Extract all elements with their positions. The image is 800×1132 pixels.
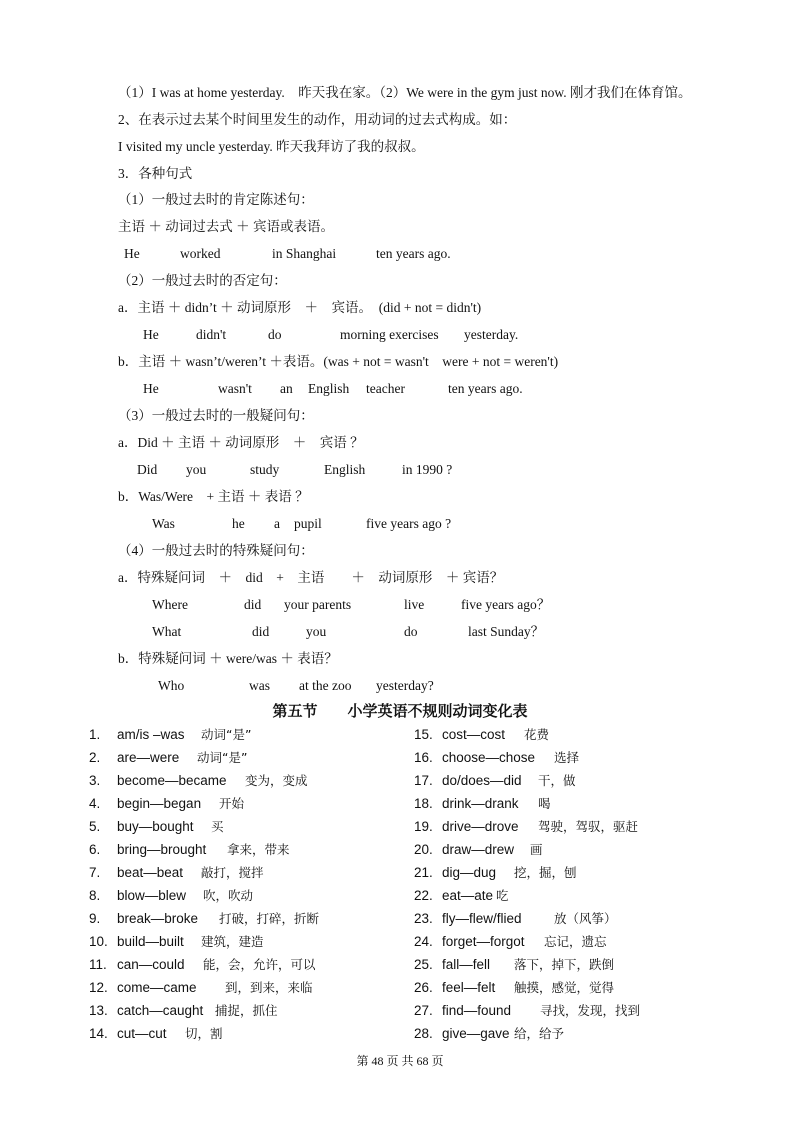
example-word: teacher — [366, 381, 405, 396]
example-sentence — [0, 461, 800, 479]
verb-forms: cost—cost — [442, 727, 506, 742]
verb-meaning: 开始 — [219, 796, 245, 811]
verb-number: 24. — [414, 934, 433, 949]
verb-number: 19. — [414, 819, 433, 834]
example-word: He — [143, 327, 159, 342]
verb-forms: feel—felt — [442, 980, 496, 995]
verb-row — [414, 795, 754, 813]
verb-number: 3. — [89, 773, 101, 788]
example-word: in Shanghai — [272, 246, 337, 261]
example-word: five years ago ? — [366, 516, 452, 531]
verb-meaning: 忘记，遗忘 — [544, 934, 607, 949]
verb-number: 18. — [414, 796, 433, 811]
verb-meaning: 拿来，带来 — [227, 842, 290, 857]
verb-number: 16. — [414, 750, 433, 765]
example-sentence — [0, 515, 800, 533]
verb-forms: begin—began — [117, 796, 202, 811]
example-word: What — [152, 624, 182, 639]
example-word: pupil — [294, 516, 322, 531]
example-word: in 1990 ? — [402, 462, 453, 477]
verb-number: 12. — [89, 980, 108, 995]
example-word: your parents — [284, 597, 352, 612]
verb-row — [414, 956, 754, 974]
verb-meaning: 建筑，建造 — [201, 934, 264, 949]
verb-forms: drive—drove — [442, 819, 519, 834]
verb-row — [414, 979, 754, 997]
verb-row — [414, 1002, 754, 1020]
example-sentence — [0, 677, 800, 695]
example-word: do — [404, 624, 418, 639]
verb-meaning: 花费 — [524, 727, 550, 742]
verb-meaning: 打破，打碎，折断 — [219, 911, 320, 926]
verb-meaning: 买 — [211, 819, 224, 834]
text-line: a．Did ＋ 主语 ＋ 动词原形 ＋ 宾语 ？ — [118, 435, 364, 450]
verb-meaning: 变为，变成 — [245, 773, 308, 788]
verb-meaning: 吹，吹动 — [203, 888, 254, 903]
verb-forms: forget—forgot — [442, 934, 525, 949]
verb-row — [414, 818, 754, 836]
verb-meaning: 能，会，允许，可以 — [203, 957, 316, 972]
example-word: yesterday? — [376, 678, 434, 693]
example-word: did — [244, 597, 262, 612]
example-word: ten years ago. — [376, 246, 451, 261]
example-sentence — [0, 245, 800, 263]
example-word: Who — [158, 678, 185, 693]
example-word: morning exercises — [340, 327, 439, 342]
text-line: b．Was/Were + 主语 ＋ 表语 ？ — [118, 489, 309, 504]
verb-number: 2. — [89, 750, 101, 765]
verb-row — [89, 1025, 429, 1043]
verb-meaning: 动词“是” — [201, 727, 252, 742]
verb-forms: are—were — [117, 750, 180, 765]
verb-number: 8. — [89, 888, 101, 903]
example-word: wasn't — [218, 381, 252, 396]
example-word: do — [268, 327, 282, 342]
example-word: study — [250, 462, 280, 477]
text-line: （2）一般过去时的否定句： — [118, 273, 287, 288]
verb-number: 1. — [89, 727, 101, 742]
verb-number: 21. — [414, 865, 433, 880]
verb-row — [89, 933, 429, 951]
verb-row — [89, 749, 429, 767]
verb-row — [89, 979, 429, 997]
verb-number: 27. — [414, 1003, 433, 1018]
example-word: an — [280, 381, 293, 396]
example-word: didn't — [196, 327, 227, 342]
example-word: He — [143, 381, 159, 396]
text-line: （1）一般过去时的肯定陈述句： — [118, 192, 314, 207]
example-sentence — [0, 380, 800, 398]
verb-row — [89, 795, 429, 813]
verb-forms: buy—bought — [117, 819, 194, 834]
example-word: was — [249, 678, 270, 693]
example-word: Was — [152, 516, 175, 531]
verb-forms: choose—chose — [442, 750, 536, 765]
verb-forms: catch—caught — [117, 1003, 204, 1018]
verb-number: 13. — [89, 1003, 108, 1018]
verb-row — [414, 749, 754, 767]
example-word: five years ago？ — [461, 597, 551, 612]
verb-forms: beat—beat — [117, 865, 184, 880]
verb-forms: bring—brought — [117, 842, 207, 857]
verb-row — [414, 864, 754, 882]
verb-meaning: 干，做 — [538, 773, 576, 788]
verb-meaning: 驾驶，驾驭，驱赶 — [538, 819, 639, 834]
example-sentence — [0, 623, 800, 641]
example-word: you — [186, 462, 207, 477]
verb-row — [414, 1025, 754, 1043]
verb-forms: dig—dug — [442, 865, 497, 880]
text-line: （3）一般过去时的一般疑问句： — [118, 408, 314, 423]
verb-row — [414, 887, 754, 905]
verb-number: 9. — [89, 911, 101, 926]
verb-meaning: 敲打，搅拌 — [201, 865, 264, 880]
text-line: （1）I was at home yesterday. 昨天我在家。（2）We were in the gym just now. 刚才我们在体育馆。 — [118, 85, 692, 100]
verb-meaning: 喝 — [538, 796, 551, 811]
verb-row — [89, 841, 429, 859]
page-footer: 第 48 页 共 68 页 — [356, 1054, 444, 1068]
example-word: live — [404, 597, 425, 612]
example-word: did — [252, 624, 270, 639]
example-word: Did — [137, 462, 158, 477]
example-word: yesterday. — [464, 327, 519, 342]
verb-number: 20. — [414, 842, 433, 857]
verb-forms: build—built — [117, 934, 184, 949]
verb-meaning: 选择 — [554, 750, 580, 765]
verb-forms: draw—drew — [442, 842, 515, 857]
heading-sentence-patterns: 3．各种句式 — [118, 166, 193, 181]
verb-forms: do/does—did — [442, 773, 522, 788]
verb-number: 7. — [89, 865, 101, 880]
verb-row — [414, 772, 754, 790]
verb-number: 15. — [414, 727, 433, 742]
text-line: 主语 ＋ 动词过去式 ＋ 宾语或表语。 — [118, 219, 334, 234]
example-word: he — [232, 516, 245, 531]
verb-row — [89, 910, 429, 928]
verb-row — [89, 726, 429, 744]
verb-meaning: 落下，掉下，跌倒 — [514, 957, 615, 972]
verb-number: 22. — [414, 888, 433, 903]
verb-forms: eat—ate — [442, 888, 494, 903]
verb-meaning: 吃 — [496, 888, 509, 903]
verb-number: 23. — [414, 911, 433, 926]
verb-row — [414, 933, 754, 951]
verb-meaning: 寻找，发现，找到 — [540, 1003, 641, 1018]
verb-number: 25. — [414, 957, 433, 972]
verb-forms: fly—flew/flied — [442, 911, 522, 926]
verb-meaning: 画 — [530, 842, 543, 857]
verb-number: 26. — [414, 980, 433, 995]
verb-row — [89, 956, 429, 974]
example-word: at the zoo — [299, 678, 352, 693]
text-line: 2、在表示过去某个时间里发生的动作，用动词的过去式构成。如： — [118, 112, 517, 127]
verb-forms: cut—cut — [117, 1026, 167, 1041]
verb-forms: blow—blew — [117, 888, 187, 903]
verb-number: 10. — [89, 934, 108, 949]
verb-row — [89, 887, 429, 905]
example-word: you — [306, 624, 327, 639]
verb-meaning: 给，给予 — [514, 1026, 565, 1041]
verb-forms: find—found — [442, 1003, 512, 1018]
verb-number: 6. — [89, 842, 101, 857]
example-word: Where — [152, 597, 188, 612]
verb-meaning: 到，到来，来临 — [225, 980, 313, 995]
verb-row — [89, 772, 429, 790]
verb-number: 11. — [89, 957, 107, 972]
verb-row — [414, 726, 754, 744]
example-word: worked — [180, 246, 221, 261]
verb-row — [414, 841, 754, 859]
example-word: ten years ago. — [448, 381, 523, 396]
verb-number: 14. — [89, 1026, 108, 1041]
text-line: a．主语 ＋ didn’t ＋ 动词原形 ＋ 宾语。 (did + not = didn't) — [118, 300, 482, 315]
verb-forms: drink—drank — [442, 796, 519, 811]
verb-number: 17. — [414, 773, 433, 788]
verb-row — [414, 910, 754, 928]
verb-row — [89, 1002, 429, 1020]
verb-forms: give—gave — [442, 1026, 510, 1041]
verb-row — [89, 818, 429, 836]
text-line: b．主语 ＋ wasn’t/weren’t ＋表语。(was + not = wasn't were + not = weren't) — [118, 354, 559, 369]
section-title: 第五节 小学英语不规则动词变化表 — [272, 702, 528, 720]
text-line: b．特殊疑问词 ＋ were/was ＋ 表语？ — [118, 651, 338, 666]
example-word: a — [274, 516, 280, 531]
verb-forms: can—could — [117, 957, 185, 972]
text-line: a．特殊疑问词 ＋ did + 主语 ＋ 动词原形 ＋ 宾语？ — [118, 570, 504, 585]
verb-forms: fall—fell — [442, 957, 491, 972]
text-line: I visited my uncle yesterday. 昨天我拜访了我的叔叔。 — [118, 139, 425, 154]
verb-row — [89, 864, 429, 882]
example-sentence — [0, 596, 800, 614]
verb-forms: break—broke — [117, 911, 199, 926]
example-word: He — [124, 246, 140, 261]
verb-meaning: 触摸，感觉，觉得 — [514, 980, 615, 995]
verb-meaning: 捕捉，抓住 — [215, 1003, 278, 1018]
verb-forms: am/is –was — [117, 727, 185, 742]
example-word: English — [324, 462, 366, 477]
example-sentence — [0, 326, 800, 344]
verb-forms: come—came — [117, 980, 197, 995]
verb-meaning: 动词“是” — [197, 750, 248, 765]
example-word: last Sunday？ — [468, 624, 545, 639]
verb-forms: become—became — [117, 773, 227, 788]
example-word: English — [308, 381, 350, 396]
verb-number: 4. — [89, 796, 101, 811]
verb-meaning: 挖，掘，刨 — [514, 865, 577, 880]
verb-number: 28. — [414, 1026, 433, 1041]
verb-number: 5. — [89, 819, 101, 834]
text-line: （4）一般过去时的特殊疑问句： — [118, 543, 314, 558]
verb-meaning: 放（风筝） — [554, 911, 617, 926]
verb-meaning: 切，割 — [185, 1026, 223, 1041]
